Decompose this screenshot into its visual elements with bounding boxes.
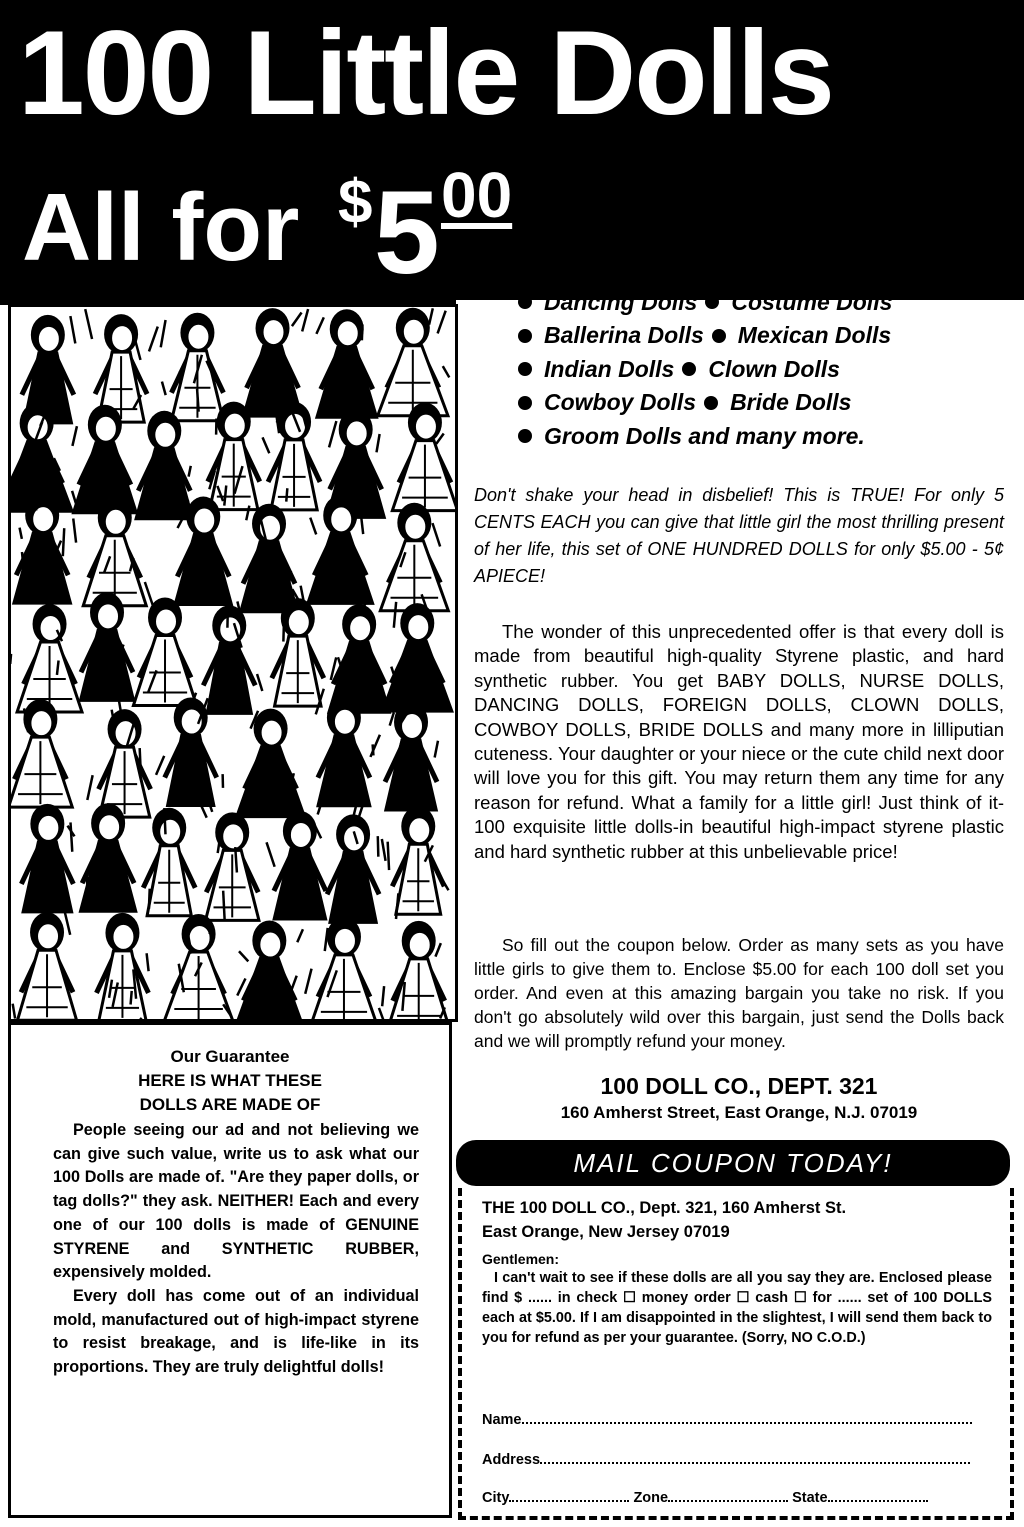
bullet-icon	[671, 262, 685, 276]
address-field[interactable]	[482, 1450, 992, 1469]
ink-hatch	[227, 599, 228, 628]
coupon-address-line-1: THE 100 DOLL CO., Dept. 321, 160 Amherst St.	[482, 1199, 847, 1217]
doll-type-item: Mexican Dolls	[737, 322, 892, 348]
body-text-1	[474, 620, 1004, 864]
ink-hatch	[223, 891, 224, 920]
order-coupon	[458, 1188, 1014, 1520]
zone-label: Zone	[633, 1490, 669, 1506]
bullet-icon	[682, 362, 696, 376]
guarantee-subtitle-2: DOLLS ARE MADE OF	[139, 1095, 321, 1114]
ink-hatch	[197, 389, 199, 412]
doll-type-list	[510, 252, 1000, 453]
address-line[interactable]	[540, 1450, 970, 1464]
name-line[interactable]	[522, 1410, 972, 1424]
ink-hatch	[388, 842, 389, 870]
ink-hatch	[235, 847, 237, 872]
ink-hatch	[86, 874, 87, 896]
coupon-address	[482, 1196, 1002, 1244]
bullet-icon	[518, 295, 532, 309]
body-text-2	[474, 933, 1004, 1053]
city-line[interactable]	[509, 1488, 629, 1502]
guarantee-subtitle-1: HERE IS WHAT THESE	[138, 1071, 322, 1090]
price-cents: 00	[440, 159, 513, 231]
doll-type-item: Costume Dolls	[731, 288, 893, 315]
coupon-text	[482, 1268, 992, 1348]
state-line[interactable]	[828, 1488, 928, 1502]
guarantee-paragraph-2: Every doll has come out of an individual mold, manufactured out of high-impact styrene to resist breakage, and is life-like in its proportions. They are truly delightful dolls!	[53, 1286, 419, 1377]
sub-headline-text: All for	[22, 174, 300, 281]
intro-text: Don't shake your head in disbelief! This is TRUE! For only 5 CENTS EACH you can give that little girl the most thrilling present of her life, this set of ONE HUNDRED DOLLS for only $5.00 - 5¢ APIECE!	[474, 485, 1004, 586]
sub-headline	[22, 159, 556, 299]
doll-list-row	[510, 319, 1000, 353]
ink-hatch	[33, 570, 34, 600]
body-paragraph-2: So fill out the coupon below. Order as many sets as you have little girls to give them to. Enclose $5.00 for each 100 doll set you order. And even at this amazing bargain you take no risk. If you don't go absolutely wild over this bargain, just send the Dolls back and we will promptly refund your money.	[474, 935, 1004, 1051]
doll-type-item: Bride Dolls	[730, 389, 852, 415]
ink-hatch	[57, 660, 59, 674]
coupon-address-line-2: East Orange, New Jersey 07019	[482, 1223, 730, 1241]
company-name: 100 DOLL CO., DEPT. 321	[600, 1073, 878, 1099]
price-dollar-sign: $	[337, 168, 373, 237]
body-paragraph-1: The wonder of this unprecedented offer is that every doll is made from beautiful high-quality Styrene plastic, and hard synthetic rubber. You get BABY DOLLS, NURSE DOLLS, DANCING DOLLS, FOREIGN DOLLS, CLOWN DOLLS, COWBOY DOLLS, BRIDE DOLLS and many more in lilliputian cuteness. Your daughter or your niece or the cute child next door will love you for this gift. You may return them any time for any reason for refund. What a family for a little girl! Just think of it-100 exquisite little dolls-in beautiful high-impact styrene plastic and hard synthetic rubber at this unbelievable price!	[474, 621, 1004, 862]
ink-hatch	[131, 991, 132, 1005]
ink-hatch	[210, 922, 211, 934]
zone-line[interactable]	[668, 1488, 788, 1502]
doll-type-item: Groom Dolls and many more.	[544, 422, 865, 449]
bullet-icon	[705, 295, 719, 309]
dolls-crowd-image	[11, 307, 455, 1019]
name-field[interactable]	[482, 1410, 992, 1429]
ink-hatch	[22, 552, 24, 569]
doll-type-item: Nurse Dolls	[696, 255, 825, 281]
coupon-greeting: Gentlemen:	[482, 1251, 560, 1267]
doll-type-item: Clown Dolls	[708, 355, 840, 382]
ink-hatch	[119, 679, 120, 693]
doll-list-row	[510, 353, 1000, 387]
guarantee-paragraph-1: People seeing our ad and not believing we can give such value, write us to ask what our 100 Dolls are made of. "Are they paper dolls, or tag dolls?" they ask. NEITHER! Each and every one of our 100 dolls is made of GENUINE STYRENE and SYNTHETIC RUBBER, expensively molded.	[53, 1121, 419, 1282]
guarantee-text	[53, 1119, 419, 1380]
ink-hatch	[286, 488, 287, 501]
doll-type-item: Cowboy Dolls	[544, 389, 697, 415]
city-label: City	[482, 1490, 510, 1506]
doll-type-item: Ballerina Dolls	[544, 322, 704, 348]
price-whole: 5	[373, 167, 440, 299]
bullet-icon	[518, 329, 532, 343]
guarantee-box	[8, 1022, 452, 1518]
ink-hatch	[362, 324, 363, 340]
doll-type-item: Dancing Dolls	[544, 288, 698, 315]
doll-list-row	[510, 386, 1000, 420]
bullet-icon	[518, 429, 532, 443]
bullet-icon	[518, 262, 532, 276]
guarantee-heading	[11, 1045, 449, 1117]
ink-hatch	[71, 822, 73, 851]
doll-type-item: Baby Dolls	[544, 255, 663, 281]
ink-hatch	[283, 614, 284, 641]
guarantee-title: Our Guarantee	[170, 1047, 290, 1066]
headline: 100 Little Dolls	[18, 6, 833, 140]
state-label: State	[792, 1490, 828, 1506]
bullet-icon	[518, 362, 532, 376]
doll-list-row	[510, 420, 1000, 454]
company-address: 160 Amherst Street, East Orange, N.J. 07019	[560, 1103, 918, 1122]
doll-list-row	[510, 252, 1000, 286]
dolls-illustration	[8, 304, 458, 1022]
ink-hatch	[140, 748, 141, 768]
ink-hatch	[164, 808, 165, 834]
bullet-icon	[704, 396, 718, 410]
doll-type-item: Indian Dolls	[544, 355, 675, 382]
name-label: Name	[482, 1412, 522, 1428]
coupon-banner: MAIL COUPON TODAY!	[456, 1140, 1010, 1186]
bullet-icon	[712, 329, 726, 343]
ink-hatch	[63, 528, 64, 556]
coupon-order-text: I can't wait to see if these dolls are all you say they are. Enclosed please find $ ...... in check ☐ money order ☐ cash ☐ for ...... set of 100 DOLLS each at $5.00. If I am disappointed in the slightest, I will send them back to you for refund as per your guarantee. (Sorry, NO C.O.D.)	[482, 1270, 992, 1346]
city-zone-state-field[interactable]	[482, 1488, 992, 1507]
bullet-icon	[518, 396, 532, 410]
ink-hatch	[378, 836, 379, 857]
address-label: Address	[482, 1452, 541, 1468]
doll-list-row	[510, 286, 1000, 320]
ink-hatch	[149, 889, 150, 909]
